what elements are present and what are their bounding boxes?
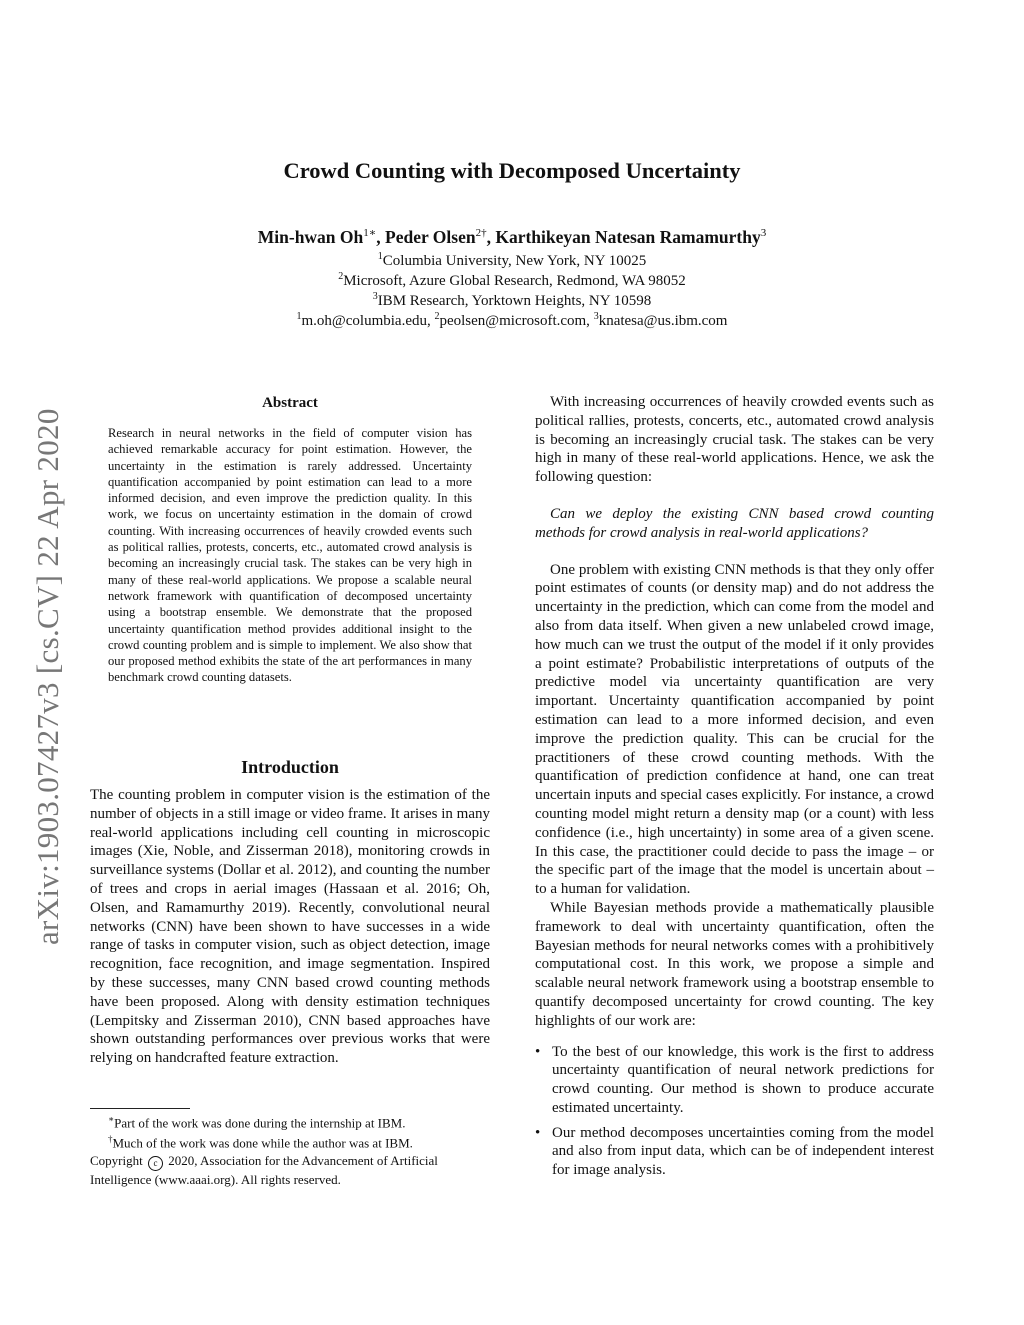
- introduction-heading: Introduction: [241, 757, 339, 777]
- list-item: • Our method decomposes uncertainties coming from the model and also from input data, which can be of independent interest for image analysis.: [535, 1124, 934, 1179]
- copyright-icon: c: [148, 1156, 163, 1171]
- bullet-icon: •: [535, 1043, 541, 1060]
- email-link[interactable]: knatesa@us.ibm.com: [598, 313, 728, 329]
- email-list: $^1$m.oh@columbia.edu, $^2$peolsen@microsoft.com, $^3$knatesa@us.ibm.com: [296, 311, 728, 329]
- email-link[interactable]: m.oh@columbia.edu,: [301, 313, 435, 329]
- footnote: †Much of the work was done while the author was at IBM.: [108, 1134, 413, 1151]
- affiliation: $^2$Microsoft, Azure Global Research, Redmond, WA 98052: [338, 271, 686, 289]
- footnotes: [90, 1111, 490, 1188]
- highlights-list: [535, 1043, 934, 1181]
- author-name: Peder Olsen: [385, 226, 476, 247]
- right-column: [535, 393, 934, 1186]
- paragraph: While Bayesian methods provide a mathematically plausible framework to deal with uncertainty quantification, often the Bayesian methods for neural networks comes with a prohibitively computational cost. In this work, we propose a simple and scalable neural network framework using a bootstrap ensemble to quantify decomposed uncertainty for crowd counting. The key highlights of our work are:: [535, 899, 934, 1029]
- paper-title: Crowd Counting with Decomposed Uncertainty: [283, 158, 741, 183]
- footnote: ∗Part of the work was done during the internship at IBM.: [108, 1114, 406, 1131]
- email-link[interactable]: peolsen@microsoft.com,: [439, 313, 594, 329]
- paragraph: One problem with existing CNN methods is that they only offer point estimates of counts (or density map) and do not address the uncertainty in the prediction, which can come from the model and also from data itself. When given a new unlabeled crowd image, how much can we trust the output of the model if it only provides a point estimate? Probabilistic interpretations of outputs of the predictive model via uncertainty quantification are very important. Uncertainty quantification accompanied by point estimation can lead to a more informed decision, and even improve the prediction quality. This can be crucial for the practitioners of these crowd counting methods. With the quantification of prediction confidence at hand, one can treat uncertain inputs and special cases explicitly. For instance, a crowd counting model might return a density map (or a count) with less confidence (i.e., high uncertainty) in some area of a given scene. In this case, the practitioner could decide to pass the image – or the specific part of the image that the model is uncertain about – to a human for validation.: [535, 561, 934, 898]
- research-question: Can we deploy the existing CNN based crowd counting methods for crowd analysis in real-world applications?: [535, 505, 934, 541]
- abstract-text: Research in neural networks in the field of computer vision has achieved remarkable accuracy for point estimation. However, the uncertainty in the estimation is rarely addressed. Uncertainty quantification accompanied by point estimation can lead to a more informed decision, and even improve the prediction quality. In this work, we focus on uncertainty estimation in the domain of crowd counting. With increasing occurrences of heavily crowded events such as political rallies, protests, concerts, etc., automated crowd analysis is becoming an increasingly crucial task. The stakes can be very high in many of these real-world applications. We propose a scalable neural network framework with quantification of decomposed uncertainty using a bootstrap ensemble. We demonstrate that the proposed uncertainty quantification method provides additional insight to the crowd counting problem and is simple to implement. We also show that our proposed method exhibits the state of the art performances in many benchmark crowd counting datasets.: [108, 426, 472, 685]
- author-name: Karthikeyan Natesan Ramamurthy: [495, 226, 761, 247]
- list-item: • To the best of our knowledge, this work is the first to address uncertainty quantification of neural network predictions for crowd counting. Our method is shown to produce accurate estimated uncertainty.: [535, 1043, 934, 1116]
- author-mark: 1∗: [363, 227, 377, 239]
- footnote-divider: [90, 1108, 190, 1109]
- author-name: Min-hwan Oh: [257, 226, 364, 247]
- author-mark: 3: [760, 227, 767, 239]
- copyright-notice: Copyright c 2020, Association for the Advancement of Artificial Intelligence (www.aaai.org). All rights reserved.: [90, 1152, 438, 1187]
- abstract-heading: Abstract: [262, 395, 318, 411]
- arxiv-stamp: arXiv:1903.07427v3 [cs.CV] 22 Apr 2020: [30, 408, 65, 945]
- bullet-icon: •: [535, 1124, 541, 1141]
- introduction-text: The counting problem in computer vision is the estimation of the number of objects in a still image or video frame. It arises in many real-world applications including cell counting in microscopic images (Xie, Noble, and Zisserman 2018), monitoring crowds in surveillance systems (Dollar et al. 2012), and counting the number of trees and crops in aerial images (Hassaan et al. 2016; Oh, Olsen, and Ramamurthy 2019). Recently, convolutional neural networks (CNN) have been shown to have successes in a wide range of tasks in computer vision, such as object detection, image recognition, face recognition, and image segmentation. Inspired by these successes, many CNN based crowd counting methods have been proposed. Along with density estimation techniques (Lempitsky and Zisserman 2010), CNN based approaches have shown outstanding performances over previous works that were relying on handcrafted feature extraction.: [90, 787, 490, 1067]
- affiliation: $^3$IBM Research, Yorktown Heights, NY 10598: [372, 291, 652, 309]
- affiliation: $^1$Columbia University, New York, NY 10025: [377, 251, 647, 269]
- author-mark: 2†: [475, 227, 487, 239]
- author-list: Min-hwan $Oh^{1∗}$, Peder Olsen$^{2\dagger}$, Karthikeyan Natesan Ramamurthy$^3$: [257, 226, 767, 247]
- paragraph: With increasing occurrences of heavily crowded events such as political rallies, protests, concerts, etc., automated crowd analysis is becoming an increasingly crucial task. The stakes can be very high in many of these real-world applications. Hence, we ask the following question:: [535, 394, 934, 486]
